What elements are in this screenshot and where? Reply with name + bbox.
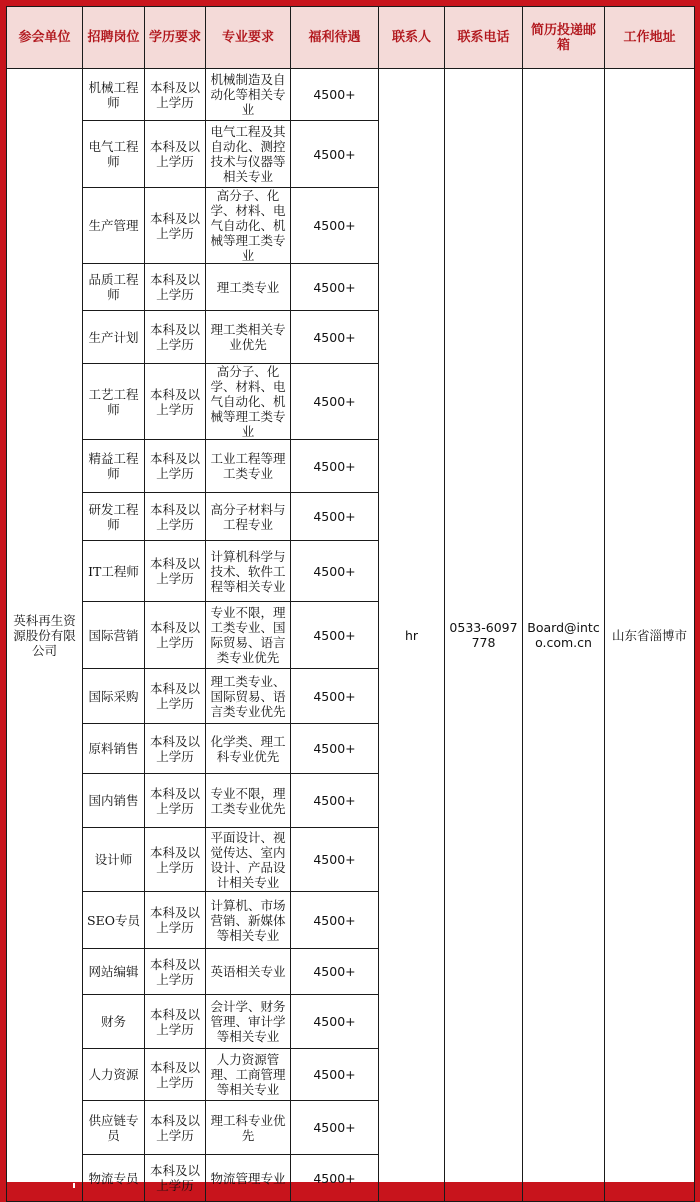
header-row xyxy=(7,7,695,69)
education-cell: 本科及以上学历 xyxy=(145,121,206,188)
major-cell: 高分子材料与工程专业 xyxy=(206,493,291,541)
header-salary: 福利待遇 xyxy=(291,7,379,69)
major-cell: 高分子、化学、材料、电气自动化、机械等理工类专业 xyxy=(206,364,291,440)
position-cell: 品质工程师 xyxy=(83,264,145,311)
education-cell: 本科及以上学历 xyxy=(145,69,206,121)
header-contact: 联系人 xyxy=(379,7,445,69)
education-cell: 本科及以上学历 xyxy=(145,1155,206,1202)
education-cell: 本科及以上学历 xyxy=(145,669,206,724)
major-cell: 理工类专业、国际贸易、语言类专业优先 xyxy=(206,669,291,724)
salary-cell: 4500+ xyxy=(291,774,379,828)
position-cell: 机械工程师 xyxy=(83,69,145,121)
header-phone: 联系电话 xyxy=(445,7,523,69)
education-cell: 本科及以上学历 xyxy=(145,311,206,364)
salary-cell: 4500+ xyxy=(291,1155,379,1202)
salary-cell: 4500+ xyxy=(291,995,379,1049)
contact-cell: hr xyxy=(379,69,445,1202)
education-cell: 本科及以上学历 xyxy=(145,828,206,892)
position-cell: 生产计划 xyxy=(83,311,145,364)
education-cell: 本科及以上学历 xyxy=(145,602,206,669)
major-cell: 理工类相关专业优先 xyxy=(206,311,291,364)
header-address: 工作地址 xyxy=(605,7,695,69)
recruitment-table xyxy=(6,6,695,1202)
major-cell: 化学类、理工科专业优先 xyxy=(206,724,291,774)
salary-cell: 4500+ xyxy=(291,364,379,440)
position-cell: IT工程师 xyxy=(83,541,145,602)
header-major: 专业要求 xyxy=(206,7,291,69)
position-cell: 研发工程师 xyxy=(83,493,145,541)
education-cell: 本科及以上学历 xyxy=(145,364,206,440)
major-cell: 物流管理专业 xyxy=(206,1155,291,1202)
major-cell: 平面设计、视觉传达、室内设计、产品设计相关专业 xyxy=(206,828,291,892)
salary-cell: 4500+ xyxy=(291,188,379,264)
salary-cell: 4500+ xyxy=(291,121,379,188)
header-email: 简历投递邮箱 xyxy=(523,7,605,69)
salary-cell: 4500+ xyxy=(291,828,379,892)
position-cell: 供应链专员 xyxy=(83,1101,145,1155)
salary-cell: 4500+ xyxy=(291,311,379,364)
position-cell: 财务 xyxy=(83,995,145,1049)
major-cell: 计算机、市场营销、新媒体等相关专业 xyxy=(206,892,291,949)
salary-cell: 4500+ xyxy=(291,602,379,669)
education-cell: 本科及以上学历 xyxy=(145,724,206,774)
salary-cell: 4500+ xyxy=(291,264,379,311)
major-cell: 理工类专业 xyxy=(206,264,291,311)
education-cell: 本科及以上学历 xyxy=(145,188,206,264)
header-education: 学历要求 xyxy=(145,7,206,69)
salary-cell: 4500+ xyxy=(291,949,379,995)
position-cell: 国内销售 xyxy=(83,774,145,828)
major-cell: 电气工程及其自动化、测控技术与仪器等相关专业 xyxy=(206,121,291,188)
salary-cell: 4500+ xyxy=(291,493,379,541)
salary-cell: 4500+ xyxy=(291,724,379,774)
company-name: 英科再生资源股份有限公司 xyxy=(7,69,83,1202)
header-company: 参会单位 xyxy=(7,7,83,69)
position-cell: SEO专员 xyxy=(83,892,145,949)
education-cell: 本科及以上学历 xyxy=(145,1049,206,1101)
salary-cell: 4500+ xyxy=(291,892,379,949)
position-cell: 原料销售 xyxy=(83,724,145,774)
salary-cell: 4500+ xyxy=(291,440,379,493)
salary-cell: 4500+ xyxy=(291,669,379,724)
position-cell: 人力资源 xyxy=(83,1049,145,1101)
salary-cell: 4500+ xyxy=(291,1101,379,1155)
major-cell: 理工科专业优先 xyxy=(206,1101,291,1155)
major-cell: 工业工程等理工类专业 xyxy=(206,440,291,493)
major-cell: 高分子、化学、材料、电气自动化、机械等理工类专业 xyxy=(206,188,291,264)
email-cell: Board@intco.com.cn xyxy=(523,69,605,1202)
major-cell: 英语相关专业 xyxy=(206,949,291,995)
position-cell: 生产管理 xyxy=(83,188,145,264)
position-cell: 工艺工程师 xyxy=(83,364,145,440)
position-cell: 设计师 xyxy=(83,828,145,892)
phone-cell: 0533-6097778 xyxy=(445,69,523,1202)
position-cell: 国际营销 xyxy=(83,602,145,669)
education-cell: 本科及以上学历 xyxy=(145,440,206,493)
major-cell: 专业不限，理工类专业优先 xyxy=(206,774,291,828)
major-cell: 会计学、财务管理、审计学等相关专业 xyxy=(206,995,291,1049)
bottom-tick xyxy=(73,1183,75,1188)
education-cell: 本科及以上学历 xyxy=(145,493,206,541)
table-row xyxy=(7,69,695,121)
major-cell: 人力资源管理、工商管理等相关专业 xyxy=(206,1049,291,1101)
recruitment-sheet xyxy=(6,6,694,1193)
position-cell: 网站编辑 xyxy=(83,949,145,995)
major-cell: 机械制造及自动化等相关专业 xyxy=(206,69,291,121)
position-cell: 物流专员 xyxy=(83,1155,145,1202)
education-cell: 本科及以上学历 xyxy=(145,541,206,602)
education-cell: 本科及以上学历 xyxy=(145,774,206,828)
education-cell: 本科及以上学历 xyxy=(145,949,206,995)
major-cell: 专业不限，理工类专业、国际贸易、语言类专业优先 xyxy=(206,602,291,669)
major-cell: 计算机科学与技术、软件工程等相关专业 xyxy=(206,541,291,602)
position-cell: 国际采购 xyxy=(83,669,145,724)
address-cell: 山东省淄博市 xyxy=(605,69,695,1202)
salary-cell: 4500+ xyxy=(291,1049,379,1101)
education-cell: 本科及以上学历 xyxy=(145,995,206,1049)
position-cell: 精益工程师 xyxy=(83,440,145,493)
education-cell: 本科及以上学历 xyxy=(145,1101,206,1155)
header-position: 招聘岗位 xyxy=(83,7,145,69)
salary-cell: 4500+ xyxy=(291,69,379,121)
education-cell: 本科及以上学历 xyxy=(145,264,206,311)
salary-cell: 4500+ xyxy=(291,541,379,602)
education-cell: 本科及以上学历 xyxy=(145,892,206,949)
position-cell: 电气工程师 xyxy=(83,121,145,188)
